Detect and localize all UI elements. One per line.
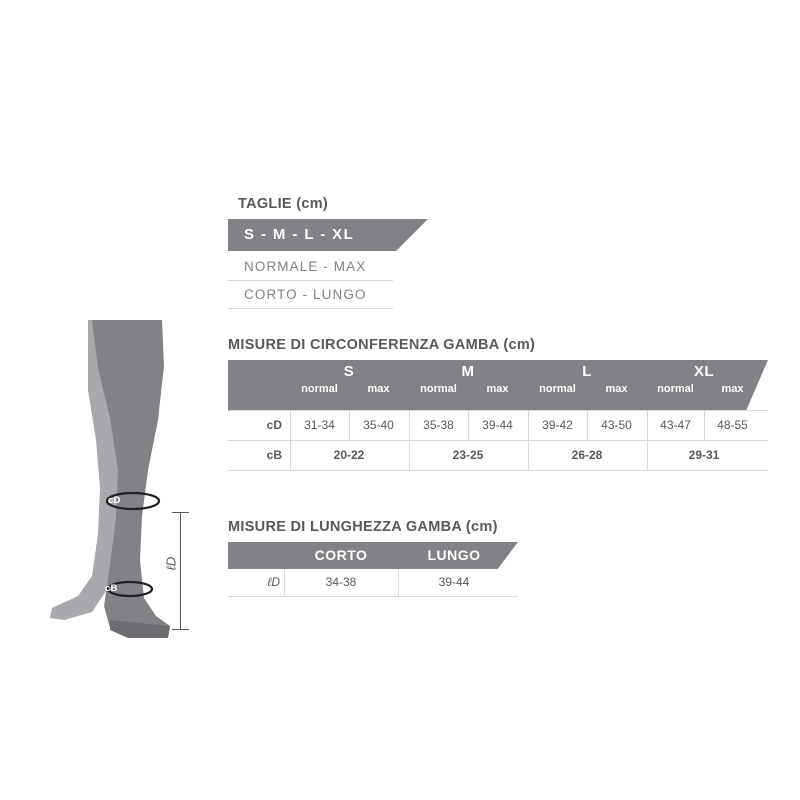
circumference-table bbox=[228, 360, 768, 471]
subheader-m-normal: normal bbox=[420, 383, 457, 395]
subheader-xl-max: max bbox=[721, 383, 744, 395]
table-row-cd bbox=[228, 410, 768, 441]
ruler-cap-bottom bbox=[172, 629, 189, 630]
subheader-l-max: max bbox=[605, 383, 628, 395]
cell-cb-s: 20-22 bbox=[333, 448, 365, 462]
cell-cd-xl-normal: 43-47 bbox=[660, 418, 691, 432]
row-label-cd: cD bbox=[266, 418, 282, 432]
ruler-cap-top bbox=[172, 512, 189, 513]
circumference-header-xl bbox=[647, 360, 761, 410]
leg-label-cd: cD bbox=[108, 495, 121, 506]
circumference-header-s bbox=[290, 360, 408, 410]
cell-cd-m-max: 39-44 bbox=[482, 418, 513, 432]
cell-ld-corto: 34-38 bbox=[325, 575, 357, 589]
length-header-row bbox=[228, 542, 518, 569]
row-label-cb: cB bbox=[266, 448, 282, 462]
length-title: MISURE DI LUNGHEZZA GAMBA (cm) bbox=[228, 519, 498, 535]
subheader-l-normal: normal bbox=[539, 383, 576, 395]
cell-cd-s-normal: 31-34 bbox=[304, 418, 335, 432]
circumference-title: MISURE DI CIRCONFERENZA GAMBA (cm) bbox=[228, 337, 536, 353]
cell-cd-xl-max: 48-55 bbox=[717, 418, 748, 432]
size-label-l: L bbox=[582, 363, 592, 380]
cell-cd-l-normal: 39-42 bbox=[542, 418, 573, 432]
cell-cd-s-max: 35-40 bbox=[363, 418, 394, 432]
ruler-label: ℓD bbox=[163, 556, 179, 571]
subheader-s-normal: normal bbox=[301, 383, 338, 395]
circumference-header-m bbox=[409, 360, 527, 410]
size-label-xl: XL bbox=[694, 363, 714, 380]
size-label-m: M bbox=[461, 363, 475, 380]
cell-ld-lungo: 39-44 bbox=[438, 575, 470, 589]
circumference-header-row bbox=[228, 360, 768, 410]
circumference-header-l bbox=[528, 360, 646, 410]
cell-cb-m: 23-25 bbox=[452, 448, 484, 462]
length-table bbox=[228, 542, 518, 597]
sizes-option-normale-max: NORMALE - MAX bbox=[244, 259, 367, 274]
sizes-banner-label: S - M - L - XL bbox=[244, 226, 355, 243]
subheader-s-max: max bbox=[367, 383, 390, 395]
cell-cd-m-normal: 35-38 bbox=[423, 418, 454, 432]
sizes-title: TAGLIE (cm) bbox=[238, 196, 329, 212]
length-header-corto: CORTO bbox=[314, 547, 368, 563]
size-label-s: S bbox=[343, 363, 355, 380]
sizes-banner bbox=[228, 219, 428, 251]
cell-cb-xl: 29-31 bbox=[688, 448, 720, 462]
subheader-m-max: max bbox=[486, 383, 509, 395]
ruler-line bbox=[180, 512, 181, 630]
table-row-cb bbox=[228, 441, 768, 471]
table-row-ld bbox=[228, 569, 518, 597]
length-header-lungo: LUNGO bbox=[427, 547, 481, 563]
sizes-divider-1 bbox=[228, 280, 393, 281]
cell-cd-l-max: 43-50 bbox=[601, 418, 632, 432]
sizes-option-corto-lungo: CORTO - LUNGO bbox=[244, 287, 367, 302]
length-ruler bbox=[163, 512, 194, 630]
cell-cb-l: 26-28 bbox=[571, 448, 603, 462]
leg-label-cb: cB bbox=[105, 583, 118, 594]
subheader-xl-normal: normal bbox=[657, 383, 694, 395]
sizes-divider-2 bbox=[228, 308, 393, 309]
row-label-ld: ℓD bbox=[267, 575, 280, 589]
